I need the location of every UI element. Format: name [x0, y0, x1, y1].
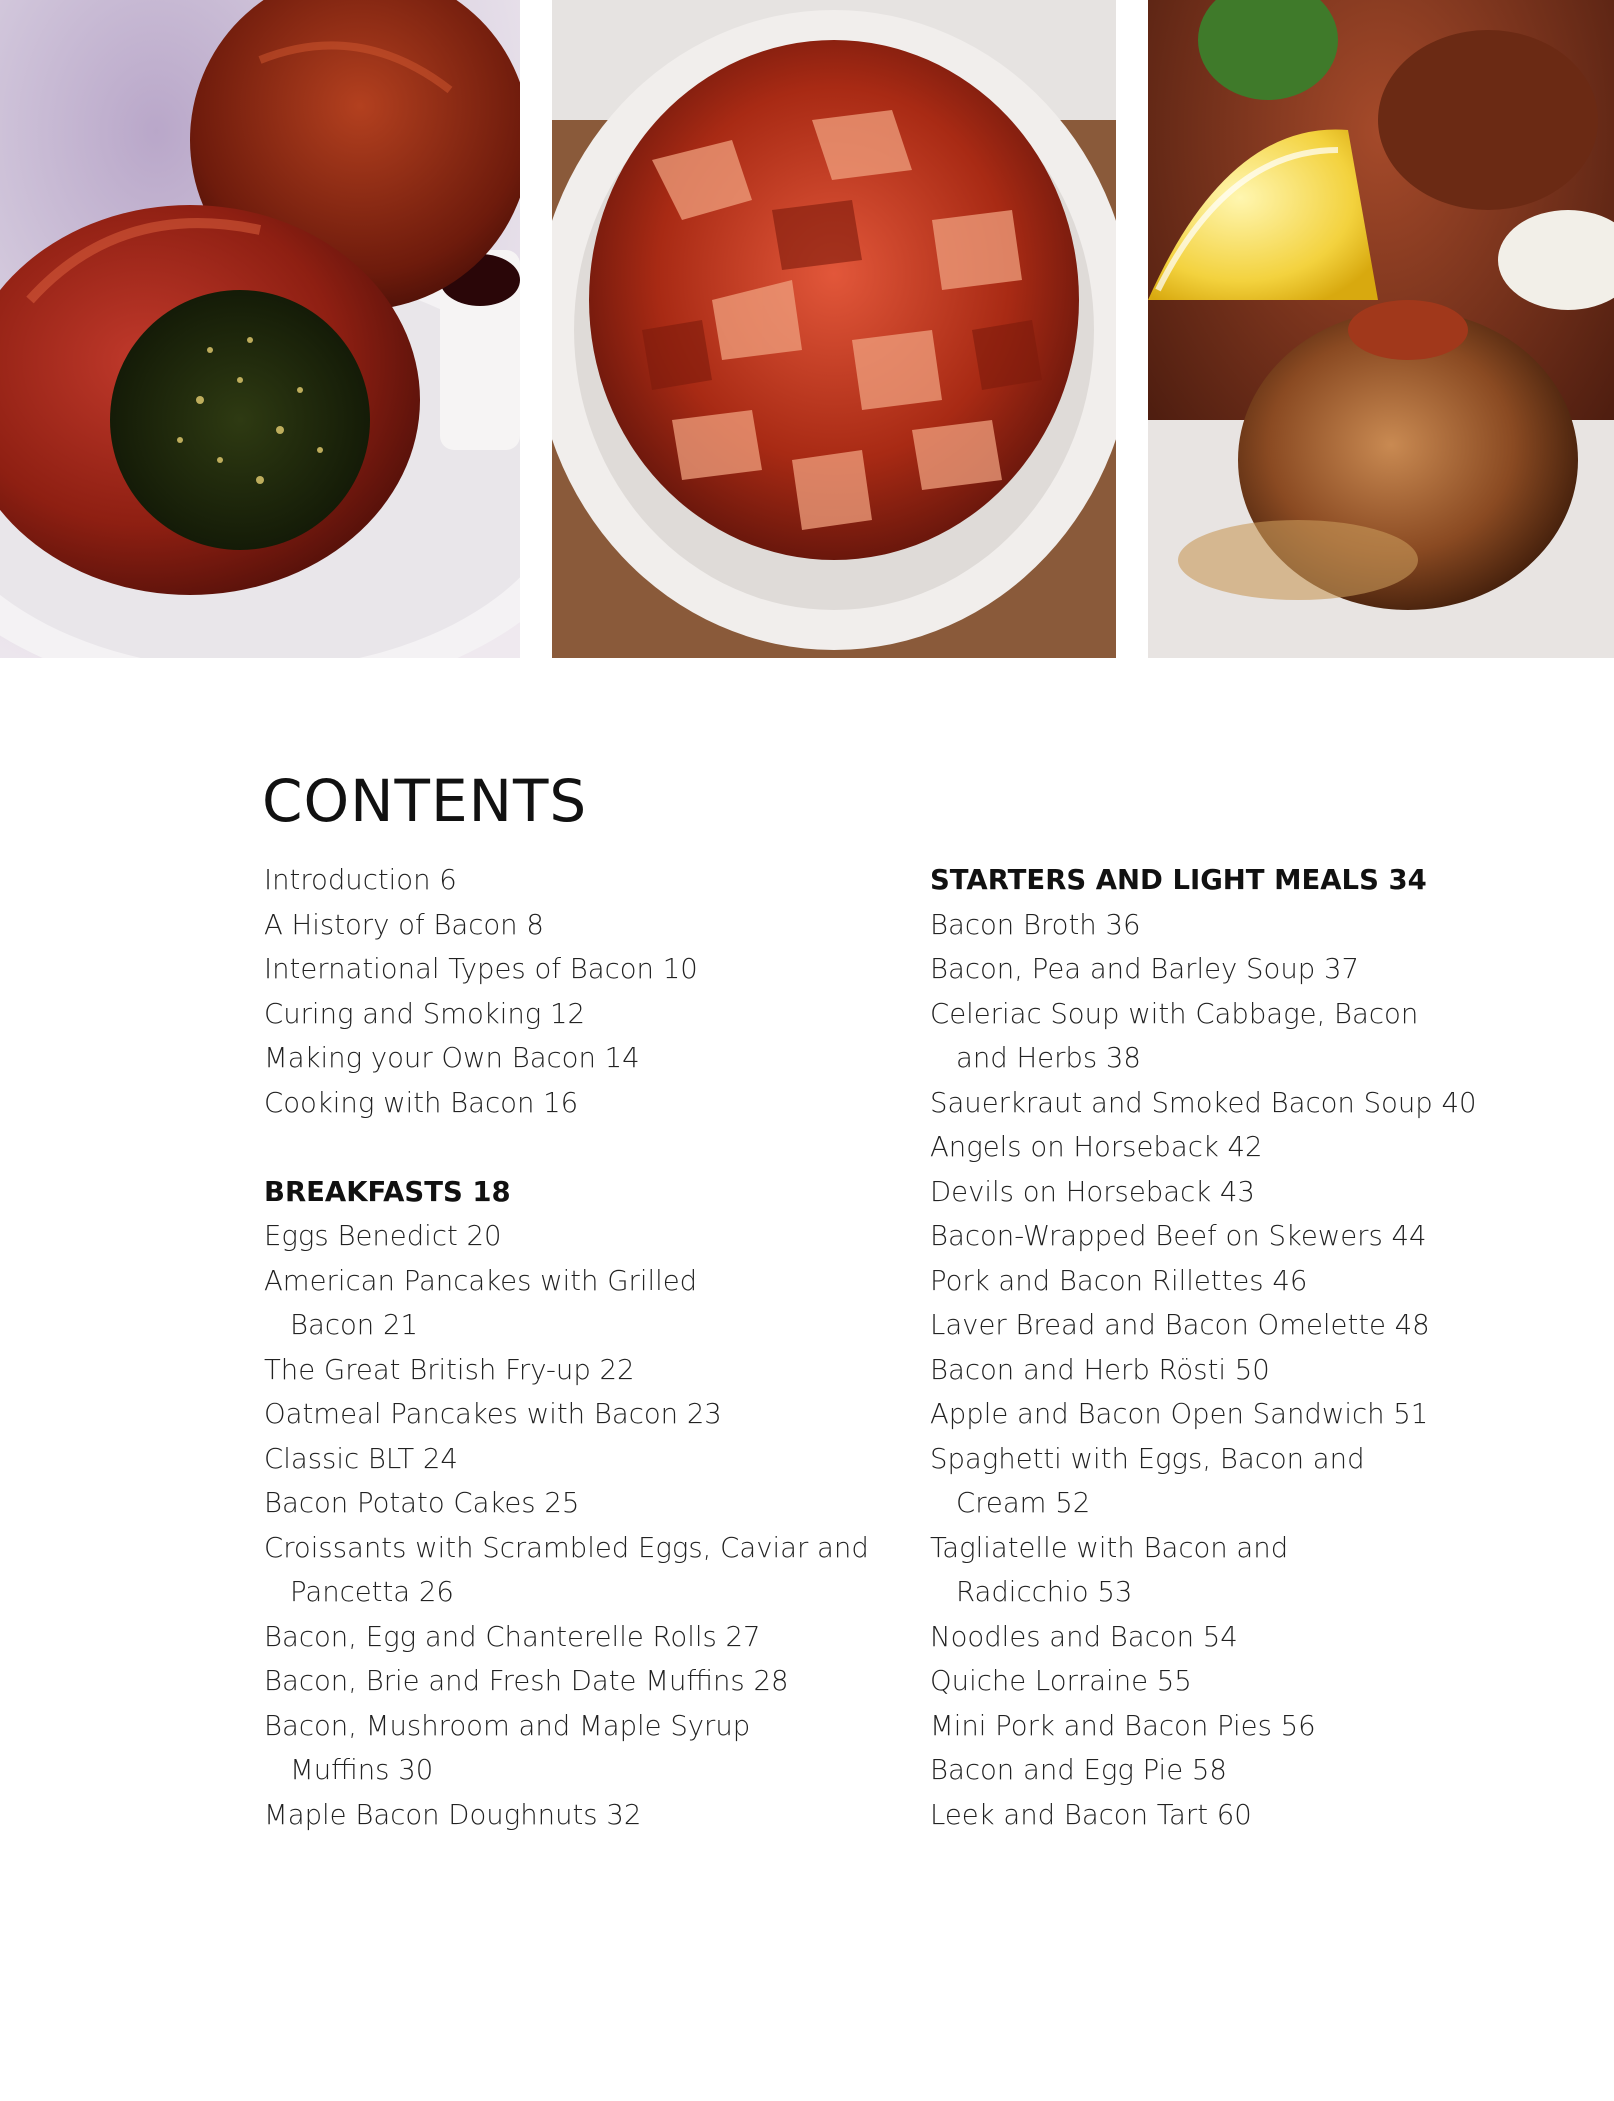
bacon-wrapped-roast-photo	[0, 0, 520, 658]
toc-entry: Laver Bread and Bacon Omelette 48	[930, 1309, 1430, 1341]
bacon-bowl-photo	[552, 0, 1116, 658]
toc-entry: Oatmeal Pancakes with Bacon 23	[264, 1398, 722, 1430]
toc-entry-continuation: Bacon 21	[290, 1309, 418, 1341]
toc-entry: Making your Own Bacon 14	[264, 1042, 640, 1074]
toc-entry: Eggs Benedict 20	[264, 1220, 502, 1252]
toc-entry: Mini Pork and Bacon Pies 56	[930, 1709, 1316, 1742]
toc-entry: Curing and Smoking 12	[264, 997, 586, 1030]
toc-entry: Tagliatelle with Bacon and	[930, 1531, 1289, 1564]
toc-entry: Bacon Potato Cakes 25	[264, 1487, 580, 1519]
toc-entry: Apple and Bacon Open Sandwich 51	[930, 1398, 1429, 1430]
toc-entry: Bacon, Mushroom and Maple Syrup	[264, 1709, 751, 1742]
contents-right-column	[930, 858, 1580, 1837]
toc-entry: Noodles and Bacon 54	[930, 1620, 1238, 1653]
toc-entry: Pork and Bacon Rillettes 46	[930, 1264, 1308, 1297]
toc-entry-continuation: Pancetta 26	[290, 1576, 454, 1608]
toc-entry: Leek and Bacon Tart 60	[930, 1798, 1252, 1831]
toc-entry: Bacon Broth 36	[930, 908, 1141, 941]
toc-entry: Bacon and Herb Rösti 50	[930, 1353, 1270, 1386]
toc-entry-continuation: and Herbs 38	[956, 1042, 1141, 1074]
toc-entry-continuation: Muffins 30	[290, 1754, 434, 1786]
toc-entry: Devils on Horseback 43	[930, 1175, 1255, 1208]
scallops-lemon-photo	[1148, 0, 1614, 658]
toc-entry: The Great British Fry-up 22	[264, 1353, 635, 1386]
toc-entry: Bacon and Egg Pie 58	[930, 1754, 1227, 1786]
toc-entry: American Pancakes with Grilled	[264, 1264, 698, 1297]
toc-entry: Bacon, Pea and Barley Soup 37	[930, 953, 1359, 985]
toc-entry: Croissants with Scrambled Eggs, Caviar and	[264, 1531, 869, 1564]
toc-entry: International Types of Bacon 10	[264, 953, 698, 985]
toc-entry: Introduction 6	[264, 864, 457, 896]
section-heading-starters: STARTERS AND LIGHT MEALS 34	[930, 864, 1427, 896]
contents-left-column	[264, 858, 869, 1837]
toc-entry: Bacon, Brie and Fresh Date Muffins 28	[264, 1665, 789, 1697]
toc-entry: A History of Bacon 8	[264, 908, 544, 941]
toc-entry: Bacon, Egg and Chanterelle Rolls 27	[264, 1620, 761, 1653]
toc-entry: Sauerkraut and Smoked Bacon Soup 40	[930, 1086, 1477, 1119]
section-heading-breakfasts: BREAKFASTS 18	[264, 1175, 511, 1208]
toc-entry-continuation: Cream 52	[956, 1487, 1091, 1519]
toc-entry-continuation: Radicchio 53	[956, 1576, 1133, 1608]
toc-entry: Maple Bacon Doughnuts 32	[264, 1798, 642, 1831]
toc-entry: Classic BLT 24	[264, 1442, 458, 1475]
page-title: CONTENTS	[262, 767, 588, 835]
toc-entry: Spaghetti with Eggs, Bacon and	[930, 1442, 1365, 1475]
toc-entry: Quiche Lorraine 55	[930, 1665, 1192, 1697]
toc-entry: Angels on Horseback 42	[930, 1131, 1263, 1163]
toc-entry: Celeriac Soup with Cabbage, Bacon	[930, 997, 1419, 1030]
toc-entry: Cooking with Bacon 16	[264, 1086, 579, 1119]
photo-strip	[0, 0, 1614, 658]
toc-entry: Bacon-Wrapped Beef on Skewers 44	[930, 1220, 1427, 1252]
section-spacer	[264, 1125, 864, 1170]
